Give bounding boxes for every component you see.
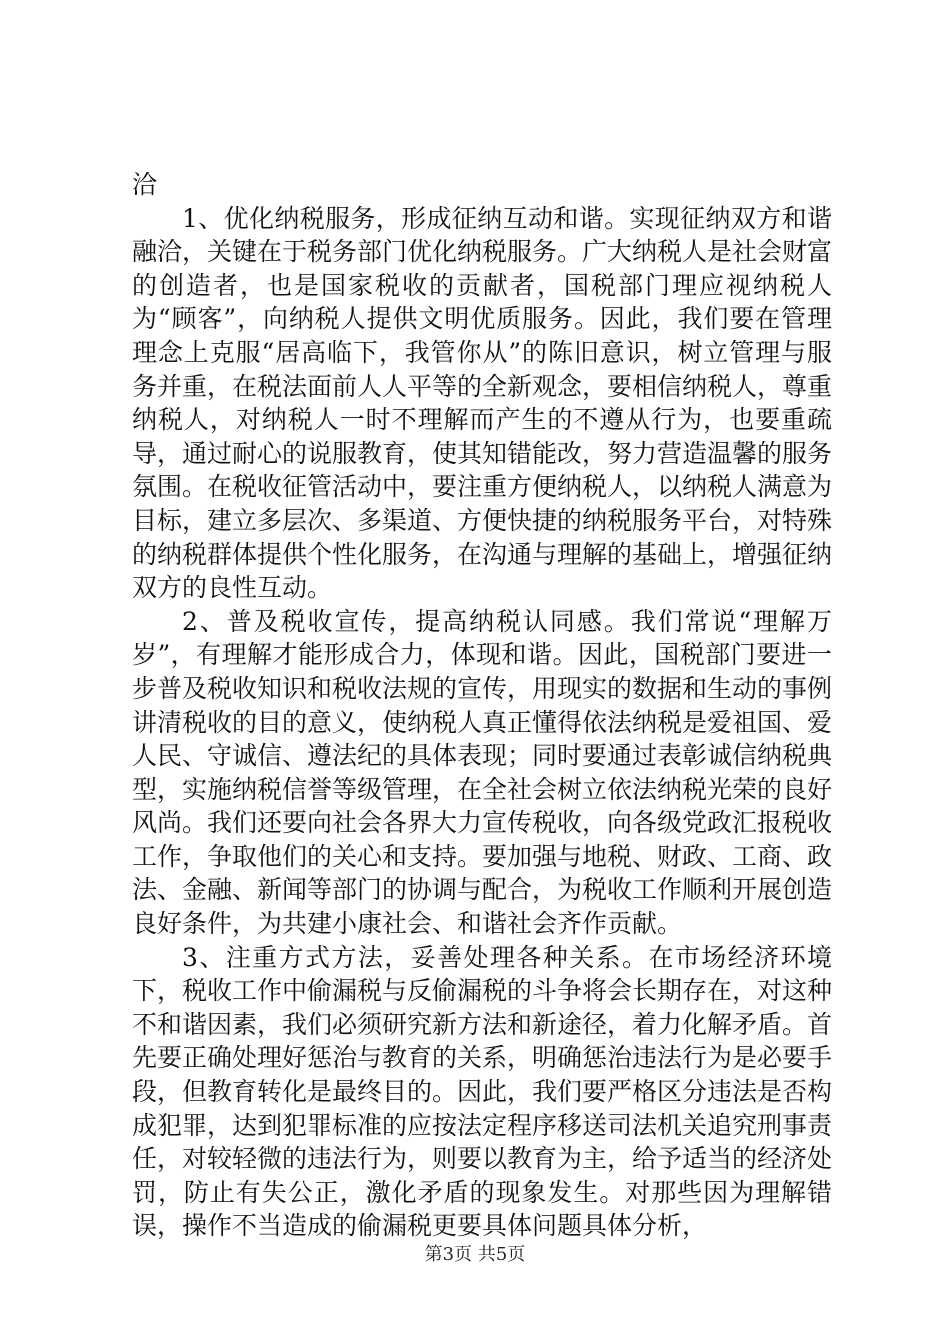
page-footer — [0, 1240, 950, 1266]
paragraph-3: 3、注重方式方法，妥善处理各种关系。在市场经济环境下，税收工作中偷漏税与反偷漏税的斗争将会长期存在，对这种不和谐因素，我们必须研究新方法和新途径，着力化解矛盾。首先要正确处理好惩治与教育的关系，明确惩治违法行为是必要手段，但教育转化是最终目的。因此，我们要严格区分违法是否构成犯罪，达到犯罪标准的应按法定程序移送司法机关追究刑事责任，对较轻微的违法行为，则要以教育为主，给予适当的经济处罚，防止有失公正，激化矛盾的现象发生。对那些因为理解错误，操作不当造成的偷漏税更要具体问题具体分析， — [132, 942, 833, 1241]
document-body — [132, 168, 832, 1243]
continuation-text: 洽 — [132, 170, 158, 199]
paragraph-1: 1、优化纳税服务，形成征纳互动和谐。实现征纳双方和谐融洽，关键在于税务部门优化纳税服务。广大纳税人是社会财富的创造者，也是国家税收的贡献者，国税部门理应视纳税人为“顾客”，向纳税人提供文明优质服务。因此，我们要在管理理念上克服“居高临下，我管你从”的陈旧意识，树立管理与服务并重，在税法面前人人平等的全新观念，要相信纳税人，尊重纳税人，对纳税人一时不理解而产生的不遵从行为，也要重疏导，通过耐心的说服教育，使其知错能改，努力营造温馨的服务氛围。在税收征管活动中，要注重方便纳税人，以纳税人满意为目标，建立多层次、多渠道、方便快捷的纳税服务平台，对特殊的纳税群体提供个性化服务，在沟通与理解的基础上，增强征纳双方的良性互动。 — [132, 203, 833, 603]
page-number-label: 第3页 共5页 — [424, 1244, 526, 1265]
paragraph-2: 2、普及税收宣传，提高纳税认同感。我们常说“理解万岁”，有理解才能形成合力，体现和谐。因此，国税部门要进一步普及税收知识和税收法规的宣传，用现实的数据和生动的事例讲清税收的目的意义，使纳税人真正懂得依法纳税是爱祖国、爱人民、守诚信、遵法纪的具体表现；同时要通过表彰诚信纳税典型，实施纳税信誉等级管理，在全社会树立依法纳税光荣的良好风尚。我们还要向社会各界大力宣传税收，向各级党政汇报税收工作，争取他们的关心和支持。要加强与地税、财政、工商、政法、金融、新闻等部门的协调与配合，为税收工作顺利开展创造良好条件，为共建小康社会、和谐社会齐作贡献。 — [132, 606, 833, 939]
